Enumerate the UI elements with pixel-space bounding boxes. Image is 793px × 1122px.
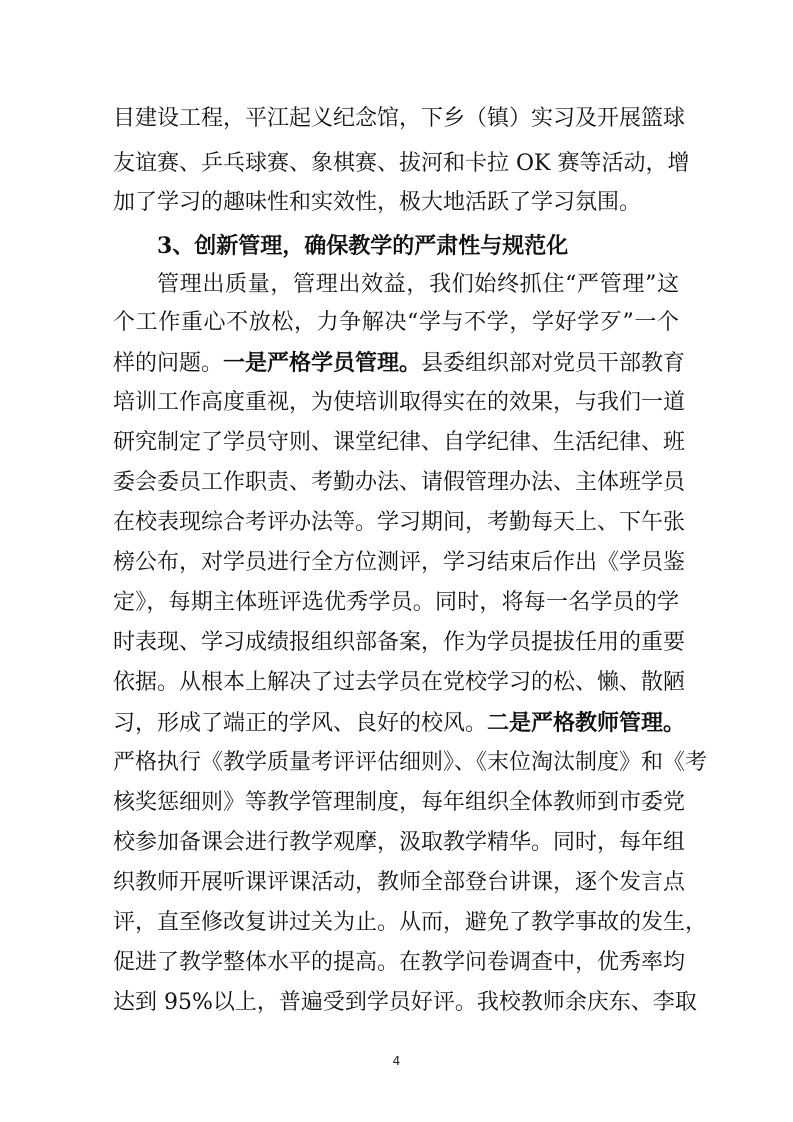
- body-line: 达到 95%以上，普遍受到学员好评。我校教师余庆东、李取: [113, 990, 697, 1015]
- section-heading: 3、创新管理，确保教学的严肃性与规范化: [157, 233, 569, 259]
- bold-subheading: 二是严格教师管理。: [487, 710, 686, 736]
- body-line: 时表现、学习成绩报组织部备案，作为学员提拔任用的重要: [113, 630, 686, 655]
- body-text: 样的问题。: [113, 351, 224, 376]
- bold-subheading: 一是严格学员管理。: [223, 350, 422, 376]
- body-line: 个工作重心不放松，力争解决“学与不学，学好学歹”一个: [113, 310, 679, 335]
- body-line: 在校表现综合考评办法等。学习期间，考勤每天上、下午张: [113, 510, 686, 535]
- body-line: 依据。从根本上解决了过去学员在党校学习的松、懒、散陋: [113, 670, 686, 695]
- body-text: 县委组织部对党员干部教育: [421, 351, 686, 376]
- body-line: 榜公布，对学员进行全方位测评，学习结束后作出《学员鉴: [113, 550, 686, 575]
- body-line: 培训工作高度重视，为使培训取得实在的效果，与我们一道: [113, 390, 686, 415]
- page-number: 4: [392, 1054, 401, 1068]
- body-line: 委会委员工作职责、考勤办法、请假管理办法、主体班学员: [113, 470, 686, 495]
- body-line: 目建设工程，平江起义纪念馆，下乡（镇）实习及开展篮球: [113, 106, 686, 131]
- body-line: 定》，每期主体班评选优秀学员。同时，将每一名学员的学: [113, 590, 679, 615]
- body-line-mixed: [113, 710, 686, 736]
- body-line: 加了学习的趣味性和实效性，极大地活跃了学习氛围。: [113, 190, 642, 215]
- body-line-mixed: [113, 350, 686, 376]
- body-line: 评，直至修改复讲过关为止。从而，避免了教学事故的发生，: [113, 910, 708, 935]
- body-line: 研究制定了学员守则、课堂纪律、自学纪律、生活纪律、班: [113, 430, 686, 455]
- body-line: 核奖惩细则》等教学管理制度，每年组织全体教师到市委党: [113, 790, 686, 815]
- body-line: 友谊赛、乒乓球赛、象棋赛、拔河和卡拉 OK 赛等活动，增: [113, 151, 690, 176]
- body-line: 管理出质量，管理出效益，我们始终抓住“严管理”这: [157, 272, 679, 297]
- body-text: 习，形成了端正的学风、良好的校风。: [113, 711, 488, 736]
- body-line: 严格执行《教学质量考评评估细则》、《末位淘汰制度》和《考: [113, 750, 708, 775]
- body-line: 促进了教学整体水平的提高。在教学问卷调查中，优秀率均: [113, 950, 686, 975]
- body-line: 织教师开展听课评课活动，教师全部登台讲课，逐个发言点: [113, 870, 686, 895]
- body-line: 校参加备课会进行教学观摩，汲取教学精华。同时，每年组: [113, 830, 686, 855]
